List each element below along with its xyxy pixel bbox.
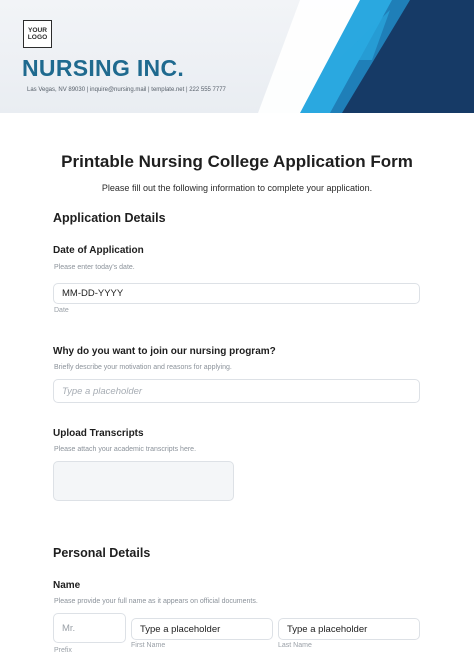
letterhead [0, 0, 474, 113]
date-sublabel: Date [54, 307, 69, 314]
first-name-sublabel: First Name [131, 642, 166, 649]
company-name: NURSING INC. [22, 55, 185, 81]
logo-line-2: LOGO [27, 34, 48, 41]
last-name-input[interactable]: Type a placeholder [278, 618, 420, 640]
form-subtitle: Please fill out the following information to complete your application. [101, 183, 373, 193]
last-name-sublabel: Last Name [278, 642, 312, 649]
name-label: Name [53, 580, 81, 591]
date-hint: Please enter today's date. [54, 264, 135, 271]
transcripts-label: Upload Transcripts [53, 428, 144, 439]
name-prefix-input[interactable]: Mr. [53, 613, 126, 643]
prefix-sublabel: Prefix [54, 647, 72, 654]
date-input[interactable]: MM-DD-YYYY [53, 283, 420, 304]
company-contact: Las Vegas, NV 89030 | inquire@nursing.mail | template.net | 222 555 7777 [27, 87, 226, 93]
logo-line-1: YOUR [27, 26, 48, 34]
transcripts-upload-area[interactable] [53, 461, 234, 501]
company-logo [23, 20, 52, 48]
motivation-hint: Briefly describe your motivation and reasons for applying. [54, 364, 232, 371]
transcripts-hint: Please attach your academic transcripts here. [54, 446, 197, 453]
date-label: Date of Application [53, 245, 144, 256]
section-heading-application: Application Details [53, 211, 166, 225]
motivation-input[interactable]: Type a placeholder [53, 379, 420, 403]
name-hint: Please provide your full name as it appears on official documents. [54, 598, 258, 605]
first-name-input[interactable]: Type a placeholder [131, 618, 273, 640]
motivation-label: Why do you want to join our nursing program? [53, 346, 276, 357]
section-heading-personal: Personal Details [53, 546, 151, 560]
form-title: Printable Nursing College Application Form [61, 152, 413, 171]
